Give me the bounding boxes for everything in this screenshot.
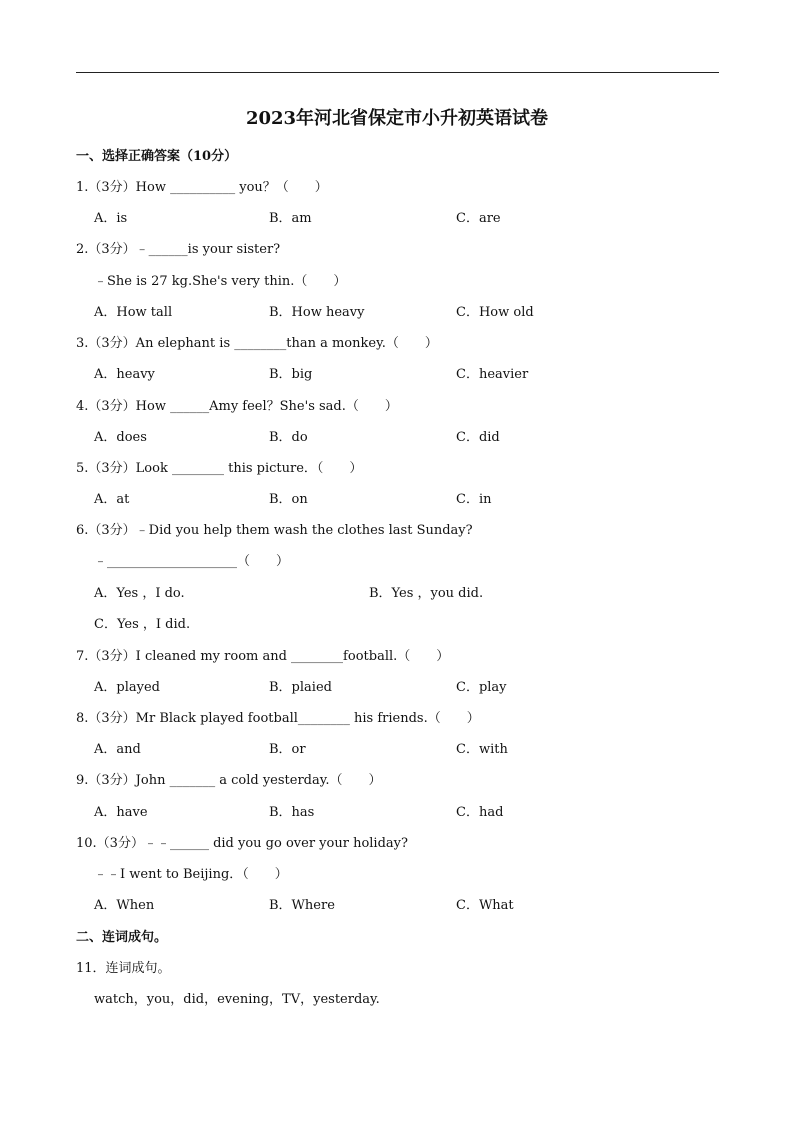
question-11-stem: 11．连词成句。 [76, 961, 171, 976]
question-1-option-a: A．is [94, 211, 128, 226]
question-7-option-b: B．plaied [269, 680, 332, 695]
header-rule [76, 72, 719, 73]
question-1-option-c: C．are [456, 211, 501, 226]
question-3-option-a: A．heavy [94, 367, 155, 382]
question-5-option-b: B．on [269, 492, 308, 507]
question-6-option-b: B．Yes ，you did. [369, 586, 484, 601]
question-6-stem: 6.（3分）﹣Did you help them wash the clothes last Sunday? [76, 523, 473, 538]
question-9-stem: 9.（3分）John _______ a cold yesterday.（ ） [76, 773, 382, 788]
question-7-option-c: C．play [456, 680, 507, 695]
question-7-stem: 7.（3分）I cleaned my room and ________football.（ ） [76, 649, 450, 664]
question-9-option-c: C．had [456, 805, 504, 820]
page-title: 2023年河北省保定市小升初英语试卷 [245, 108, 549, 129]
question-9-option-a: A．have [94, 805, 148, 820]
question-10-stem-line2: ﹣﹣I went to Beijing．（ ） [94, 867, 288, 882]
question-8-option-b: B．or [269, 742, 306, 757]
question-1-option-b: B．am [269, 211, 312, 226]
question-2-option-b: B．How heavy [269, 305, 365, 320]
question-8-stem: 8.（3分）Mr Black played football________ his friends.（ ） [76, 711, 480, 726]
section-heading-2: 二、连词成句。 [76, 930, 168, 945]
question-4-option-c: C．did [456, 430, 500, 445]
question-8-option-a: A．and [94, 742, 141, 757]
question-6-stem-line2: ﹣____________________（ ） [94, 554, 290, 569]
question-1-stem: 1.（3分）How __________ you？（ ） [76, 180, 328, 195]
question-4-option-b: B．do [269, 430, 308, 445]
question-10-stem: 10.（3分）﹣﹣______ did you go over your holiday? [76, 836, 408, 851]
question-7-option-a: A．played [94, 680, 160, 695]
question-2-stem: 2.（3分）﹣______is your sister? [76, 242, 281, 257]
question-4-option-a: A．does [94, 430, 147, 445]
question-9-option-b: B．has [269, 805, 315, 820]
question-8-option-c: C．with [456, 742, 508, 757]
question-11-words: watch，you，did，evening，TV，yesterday. [94, 992, 380, 1007]
section-heading-1: 一、选择正确答案（10分） [76, 149, 238, 164]
question-10-option-b: B．Where [269, 898, 335, 913]
question-6-option-c: C．Yes ，I did. [94, 617, 191, 632]
question-5-option-a: A．at [94, 492, 130, 507]
question-4-stem: 4.（3分）How ______Amy feel？She's sad.（ ） [76, 399, 398, 414]
question-2-option-c: C．How old [456, 305, 534, 320]
question-10-option-a: A．When [94, 898, 155, 913]
question-3-option-c: C．heavier [456, 367, 529, 382]
question-6-option-a: A．Yes ，I do. [94, 586, 185, 601]
question-2-stem-line2: ﹣She is 27 kg.She's very thin.（ ） [94, 274, 347, 289]
question-3-option-b: B．big [269, 367, 313, 382]
question-5-option-c: C．in [456, 492, 492, 507]
question-3-stem: 3.（3分）An elephant is ________than a monkey.（ ） [76, 336, 438, 351]
question-2-option-a: A．How tall [94, 305, 173, 320]
question-10-option-c: C．What [456, 898, 514, 913]
question-5-stem: 5.（3分）Look ________ this picture．（ ） [76, 461, 363, 476]
